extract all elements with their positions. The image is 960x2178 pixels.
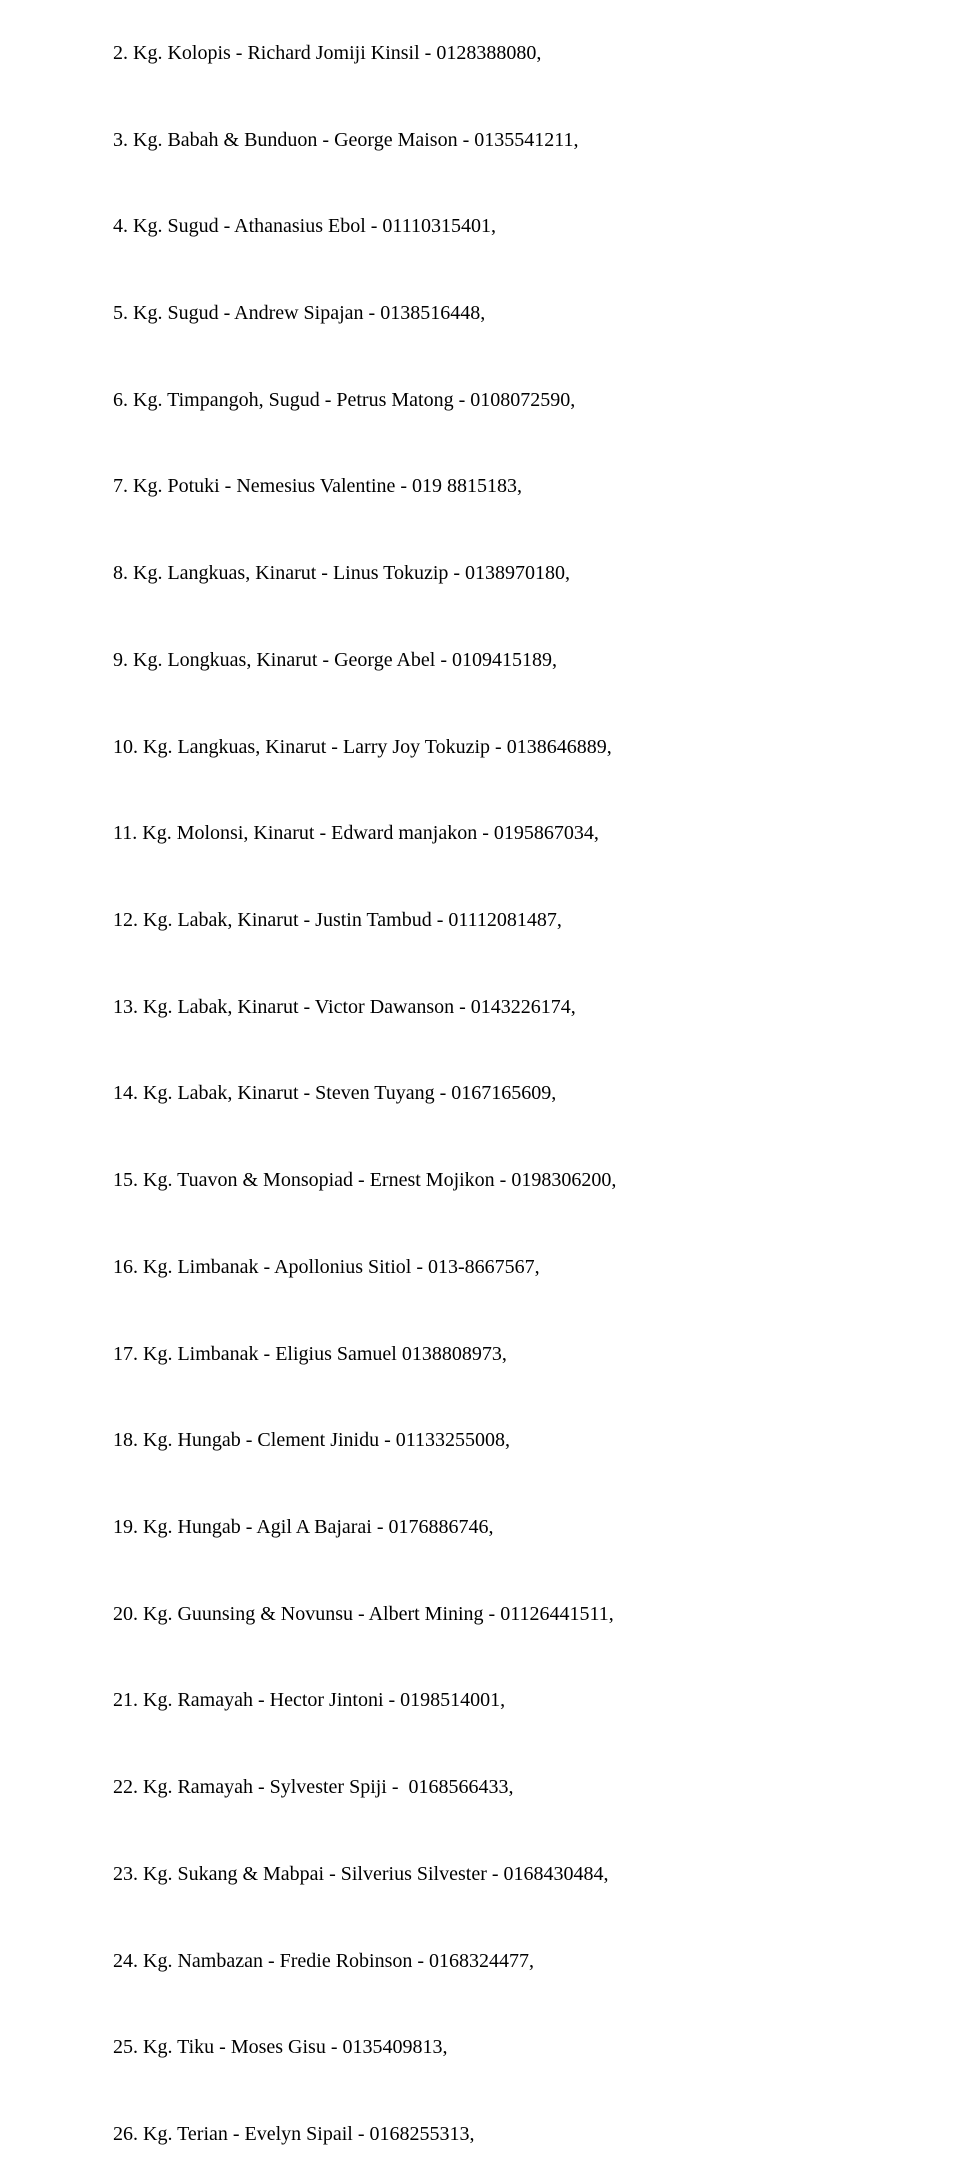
list-item: 20. Kg. Guunsing & Novunsu - Albert Mining - 01126441511, <box>113 1602 614 1625</box>
list-item: 14. Kg. Labak, Kinarut - Steven Tuyang - 0167165609, <box>113 1082 557 1105</box>
list-item: 7. Kg. Potuki - Nemesius Valentine - 019 8815183, <box>113 475 523 498</box>
list-item: 10. Kg. Langkuas, Kinarut - Larry Joy Tokuzip - 0138646889, <box>113 735 612 758</box>
list-item: 4. Kg. Sugud - Athanasius Ebol - 01110315401, <box>113 215 496 238</box>
list-item: 8. Kg. Langkuas, Kinarut - Linus Tokuzip - 0138970180, <box>113 562 571 585</box>
list-item: 22. Kg. Ramayah - Sylvester Spiji - 0168566433, <box>113 1776 514 1799</box>
list-item: 6. Kg. Timpangoh, Sugud - Petrus Matong - 0108072590, <box>113 388 576 411</box>
list-item: 24. Kg. Nambazan - Fredie Robinson - 0168324477, <box>113 1949 535 1972</box>
list-item: 5. Kg. Sugud - Andrew Sipajan - 0138516448, <box>113 301 486 324</box>
list-item: 19. Kg. Hungab - Agil A Bajarai - 0176886746, <box>113 1516 494 1539</box>
list-item: 25. Kg. Tiku - Moses Gisu - 0135409813, <box>113 2036 448 2059</box>
list-item: 26. Kg. Terian - Evelyn Sipail - 0168255313, <box>113 2123 475 2146</box>
list-item: 23. Kg. Sukang & Mabpai - Silverius Silvester - 0168430484, <box>113 1862 609 1885</box>
list-item: 12. Kg. Labak, Kinarut - Justin Tambud - 01112081487, <box>113 909 562 931</box>
list-item: 9. Kg. Longkuas, Kinarut - George Abel - 0109415189, <box>113 648 558 671</box>
list-item: 16. Kg. Limbanak - Apollonius Sitiol - 013-8667567, <box>113 1255 540 1278</box>
list-item: 13. Kg. Labak, Kinarut - Victor Dawanson - 0143226174, <box>113 995 576 1018</box>
list-item: 18. Kg. Hungab - Clement Jinidu - 01133255008, <box>113 1429 511 1452</box>
list-item: 15. Kg. Tuavon & Monsopiad - Ernest Mojikon - 0198306200, <box>113 1169 617 1192</box>
list-item: 17. Kg. Limbanak - Eligius Samuel 0138808973, <box>113 1342 507 1365</box>
list-item: 3. Kg. Babah & Bunduon - George Maison - 0135541211, <box>113 128 579 151</box>
list-item: 21. Kg. Ramayah - Hector Jintoni - 0198514001, <box>113 1689 506 1712</box>
list-item: 11. Kg. Molonsi, Kinarut - Edward manjakon - 0195867034, <box>113 822 599 845</box>
list-item: 2. Kg. Kolopis - Richard Jomiji Kinsil - 0128388080, <box>113 41 542 64</box>
contact-list <box>113 0 616 2178</box>
